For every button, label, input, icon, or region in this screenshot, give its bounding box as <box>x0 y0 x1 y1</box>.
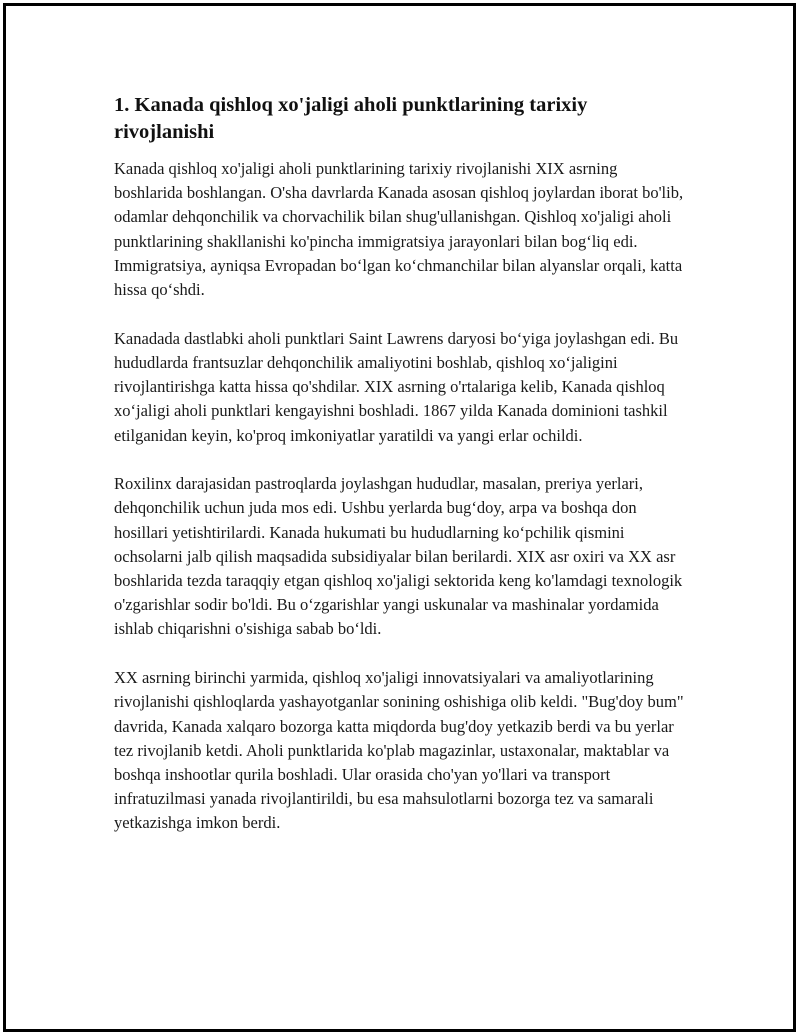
paragraph-1: Kanada qishloq xo'jaligi aholi punktlarining tarixiy rivojlanishi XIX asrning boshlarida boshlangan. O'sha davrlarda Kanada asosan qishloq joylardan iborat bo'lib, odamlar dehqonchilik va chorvachilik bilan shug'ullanishgan. Qishloq xo'jaligi aholi punktlarining shakllanishi ko'pincha immigratsiya jarayonlari bilan bog‘liq edi. Immigratsiya, ayniqsa Evropadan bo‘lgan ko‘chmanchilar bilan alyanslar orqali, katta hissa qo‘shdi. <box>114 159 684 300</box>
paragraph-2: Kanadada dastlabki aholi punktlari Saint Lawrens daryosi bo‘yiga joylashgan edi. Bu hududlarda frantsuzlar dehqonchilik amaliyotini boshlab, qishloq xo‘jaligini rivojlantirishga katta hissa qo'shdilar. XIX asrning o'rtalariga kelib, Kanada qishloq xo‘jaligi aholi punktlari kengayishni boshladi. 1867 yilda Kanada dominioni tashkil etilganidan keyin, ko'proq imkoniyatlar yaratildi va yangi erlar ochildi. <box>114 328 679 445</box>
section-heading: 1. Kanada qishloq xo'jaligi aholi punktlarining tarixiy rivojlanishi <box>114 94 588 143</box>
paragraph-3: Roxilinx darajasidan pastroqlarda joylashgan hududlar, masalan, preriya yerlari, dehqonchilik uchun juda mos edi. Ushbu yerlarda bug‘doy, arpa va boshqa don hosillari yetishtirilardi. Kanada hukumati bu hududlarning ko‘pchilik qismini ochsolarni jalb qilish maqsadida subsidiyalar bilan berilardi. XIX asr oxiri va XX asr boshlarida tezda taraqqiy etgan qishloq xo'jaligi sektorida keng ko'lamdagi texnologik o'zgarishlar sodir bo'ldi. Bu o‘zgarishlar yangi uskunalar va mashinalar yordamida ishlab chiqarishni o'sishiga sabab bo‘ldi. <box>114 474 683 639</box>
paragraph-4: XX asrning birinchi yarmida, qishloq xo'jaligi innovatsiyalari va amaliyotlarining rivojlanishi qishloqlarda yashayotganlar sonining oshishiga olib keldi. "Bug'doy bum" davrida, Kanada xalqaro bozorga katta miqdorda bug'doy yetkazib berdi va bu yerlar tez rivojlanib ketdi. Aholi punktlarida ko'plab magazinlar, ustaxonalar, maktablar va boshqa inshootlar qurila boshladi. Ular orasida cho'yan yo'llari va transport infratuzilmasi yanada rivojlantirildi, bu esa mahsulotlarni bozorga tez va samarali yetkazishga imkon berdi. <box>114 668 684 833</box>
document-body <box>114 92 684 860</box>
